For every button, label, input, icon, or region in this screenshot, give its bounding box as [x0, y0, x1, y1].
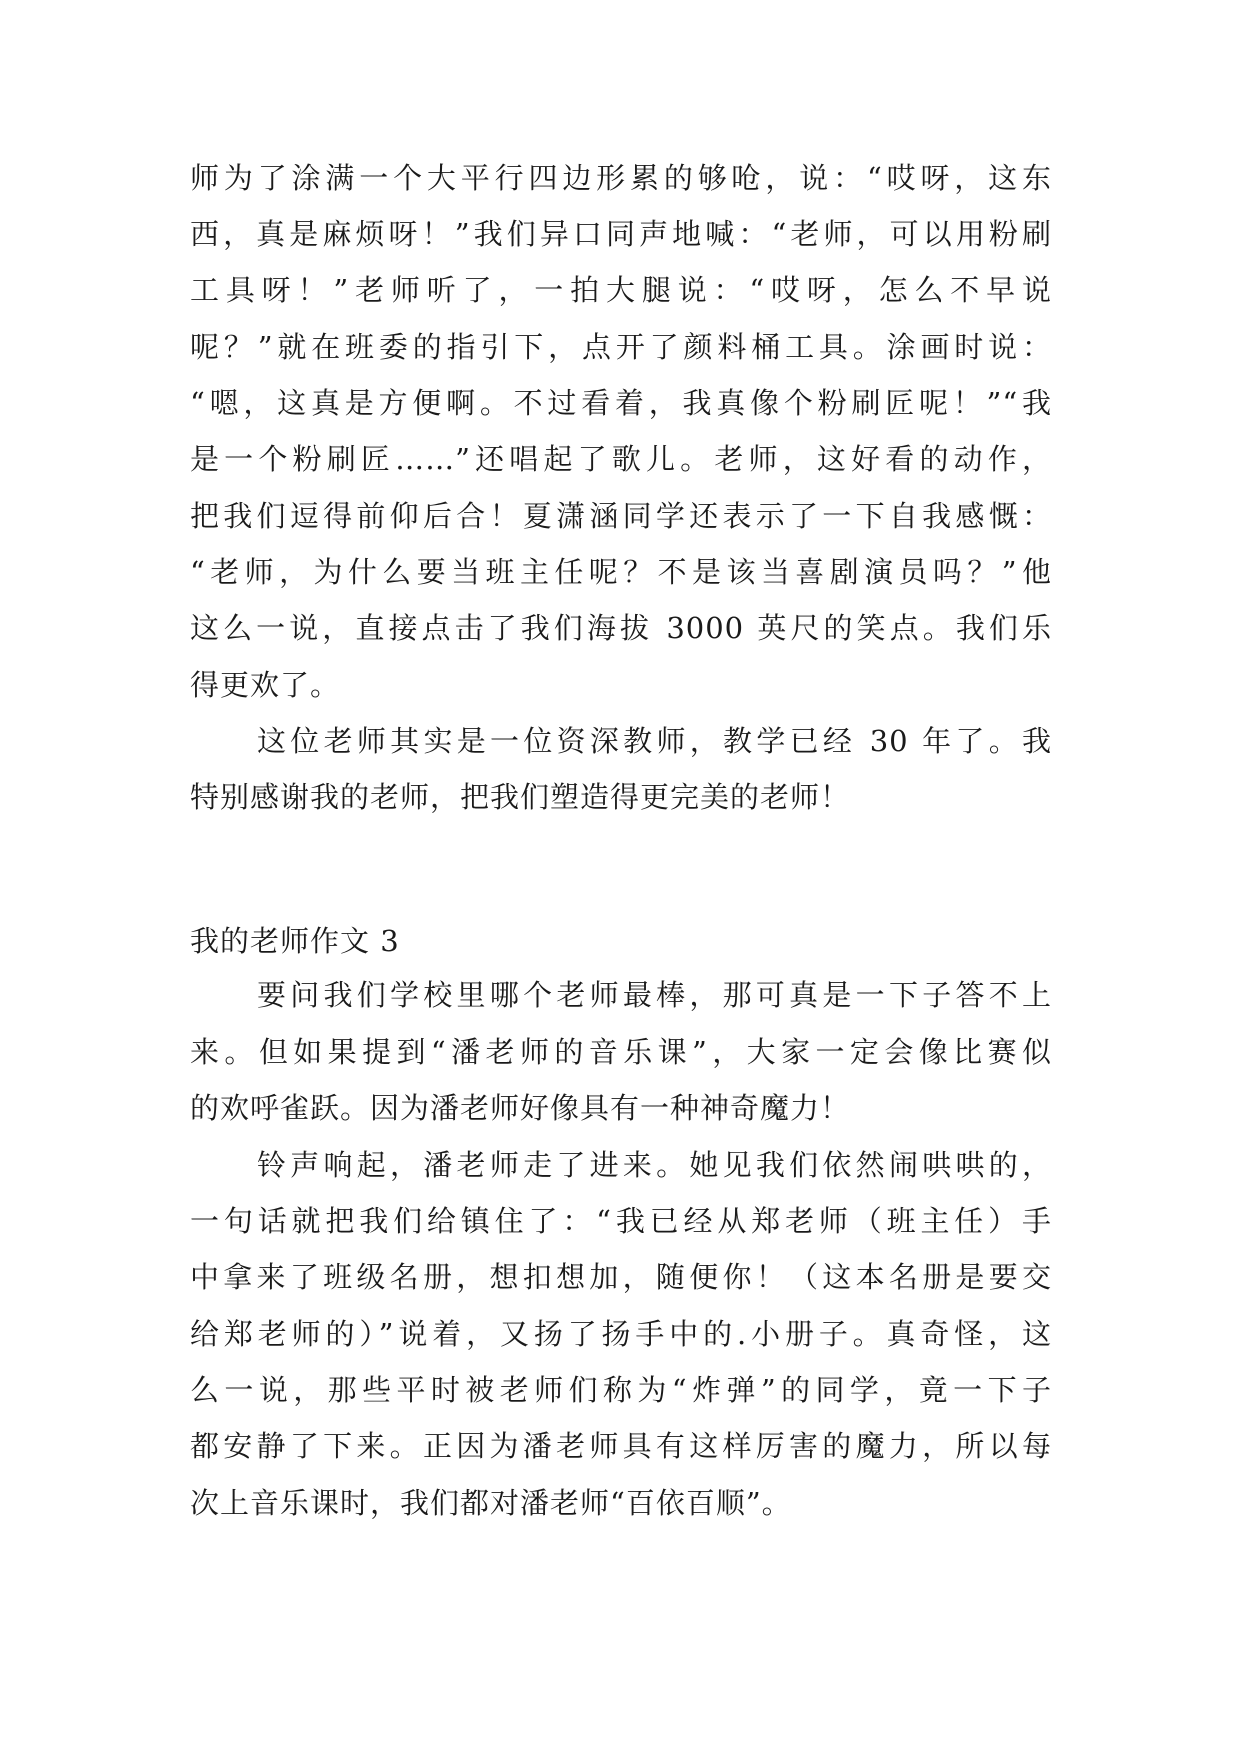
text-line: 这位老师其实是一位资深教师，教学已经 30 年了。我 — [257, 724, 1052, 758]
text-line: 呢？”就在班委的指引下，点开了颜料桶工具。涂画时说： — [190, 330, 1052, 364]
text-line: 西，真是麻烦呀！”我们异口同声地喊：“老师，可以用粉刷 — [190, 217, 1052, 251]
text-line: 给郑老师的）”说着，又扬了扬手中的.小册子。真奇怪，这 — [190, 1317, 1052, 1351]
text-line: 一句话就把我们给镇住了：“我已经从郑老师（班主任）手 — [190, 1204, 1052, 1238]
text-line: 都安静了下来。正因为潘老师具有这样厉害的魔力，所以每 — [190, 1429, 1052, 1463]
text-line: 把我们逗得前仰后合！夏潇涵同学还表示了一下自我感慨： — [190, 499, 1052, 533]
text-line: 这么一说，直接点击了我们海拔 3000 英尺的笑点。我们乐 — [190, 611, 1052, 645]
text-line: 是一个粉刷匠……”还唱起了歌儿。老师，这好看的动作， — [190, 442, 1052, 476]
text-line: 中拿来了班级名册，想扣想加，随便你！（这本名册是要交 — [190, 1260, 1052, 1294]
text-line: 次上音乐课时，我们都对潘老师“百依百顺”。 — [190, 1486, 792, 1520]
section-heading: 我的老师作文 3 — [190, 924, 400, 958]
text-line: 工具呀！”老师听了，一拍大腿说：“哎呀，怎么不早说 — [190, 273, 1052, 307]
text-line: 的欢呼雀跃。因为潘老师好像具有一种神奇魔力！ — [190, 1091, 851, 1125]
text-line: “嗯，这真是方便啊。不过看着，我真像个粉刷匠呢！”“我 — [190, 386, 1052, 420]
text-line: “老师，为什么要当班主任呢？不是该当喜剧演员吗？”他 — [190, 555, 1052, 589]
text-line: 来。但如果提到“潘老师的音乐课”，大家一定会像比赛似 — [190, 1035, 1052, 1069]
text-line: 得更欢了。 — [190, 668, 341, 702]
text-line: 么一说，那些平时被老师们称为“炸弹”的同学，竟一下子 — [190, 1373, 1052, 1407]
text-line: 铃声响起，潘老师走了进来。她见我们依然闹哄哄的， — [257, 1148, 1052, 1182]
text-line: 特别感谢我的老师，把我们塑造得更完美的老师！ — [190, 780, 851, 814]
text-line: 要问我们学校里哪个老师最棒，那可真是一下子答不上 — [257, 978, 1052, 1012]
text-line: 师为了涂满一个大平行四边形累的够呛，说：“哎呀，这东 — [190, 161, 1052, 195]
